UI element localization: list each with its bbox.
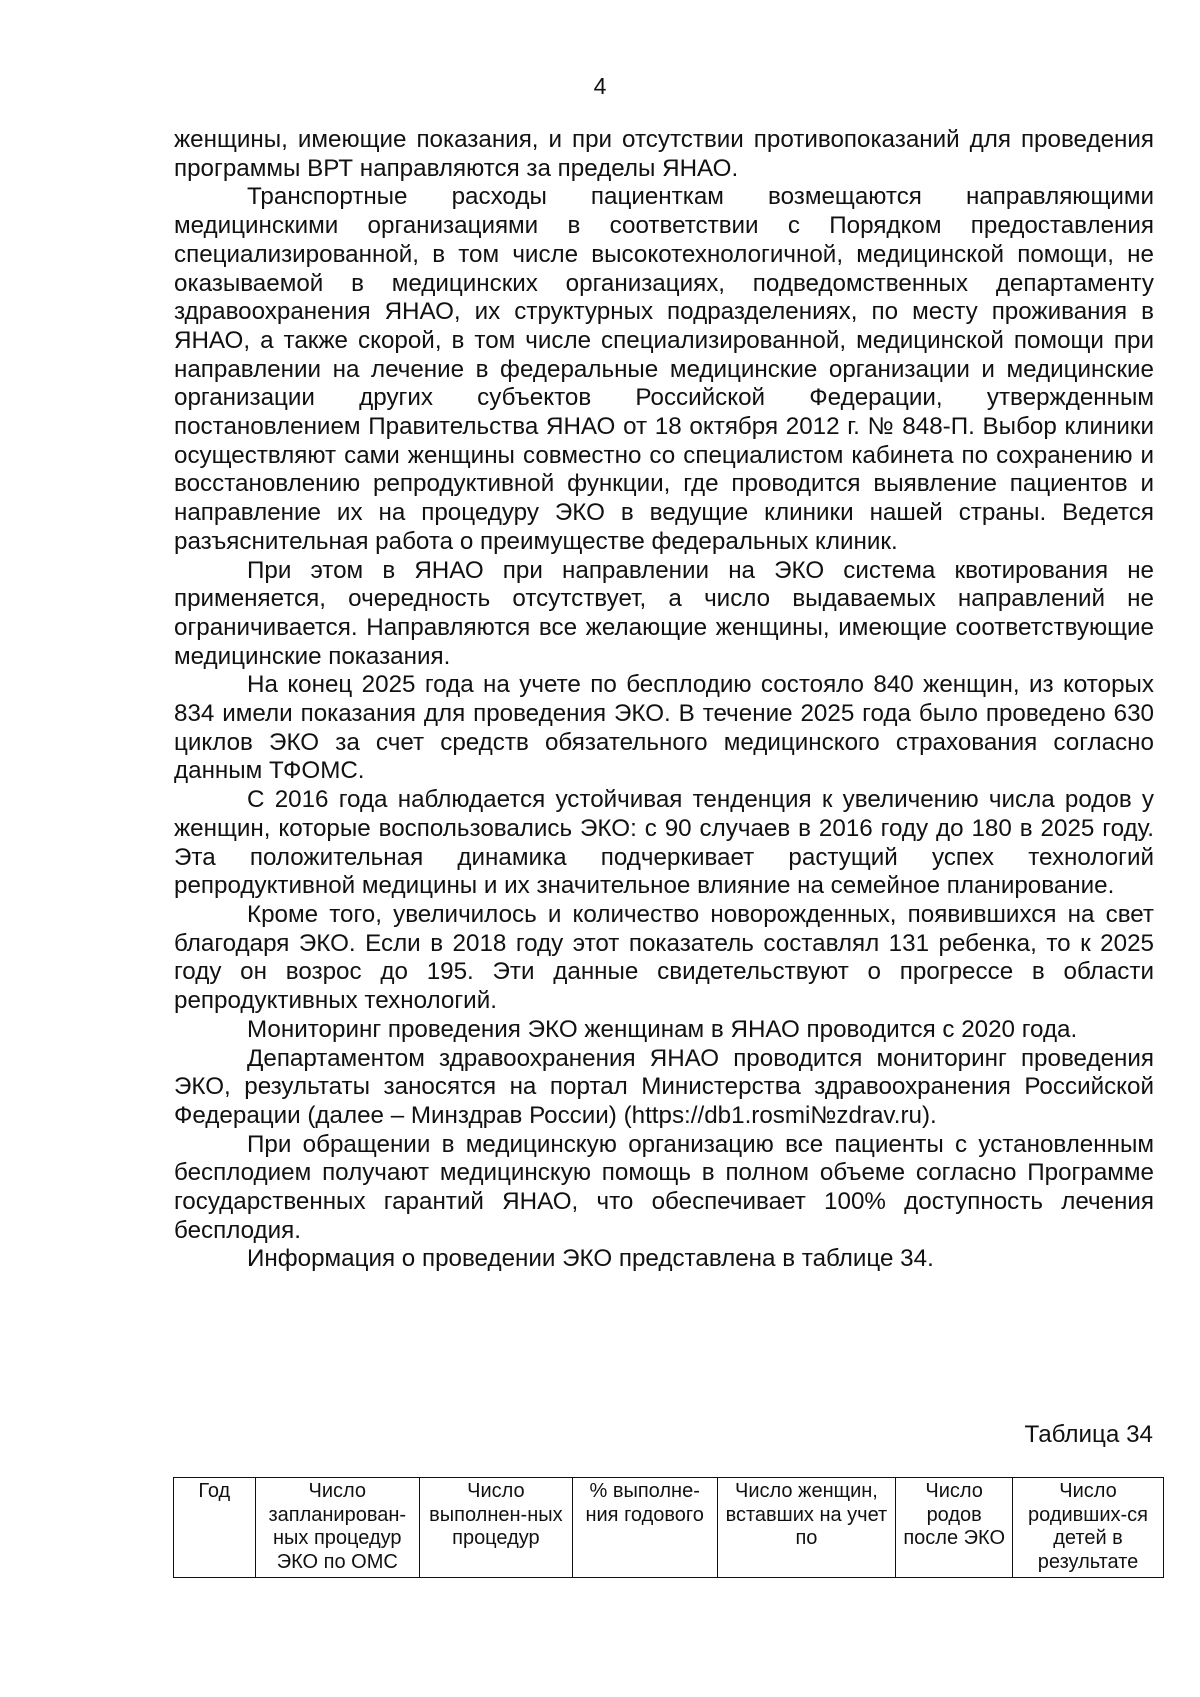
body-text (174, 126, 1154, 1274)
paragraph: Информация о проведении ЭКО представлена в таблице 34. (247, 1245, 934, 1273)
column-header-births: Число родов после ЭКО (896, 1478, 1013, 1578)
column-header-children-born: Число родивших-ся детей в результате (1013, 1478, 1164, 1578)
paragraph: Мониторинг проведения ЭКО женщинам в ЯНАО проводится с 2020 года. (247, 1015, 1078, 1043)
paragraph: При этом в ЯНАО при направлении на ЭКО система квотирования не применяется, очередность отсутствует, а число выдаваемых направлений не ограничивается. Направляются все желающие женщины, имеющие соответствующие медицинские показания. (174, 556, 1154, 670)
column-header-performed: Число выполнен-ных процедур (419, 1478, 572, 1578)
column-header-women-registered: Число женщин, вставших на учет по (717, 1478, 896, 1578)
table-header-row (174, 1478, 1164, 1578)
column-header-percent: % выполне-ния годового (572, 1478, 717, 1578)
page-number: 4 (593, 73, 607, 99)
data-table (173, 1477, 1164, 1578)
paragraph: Кроме того, увеличилось и количество новорожденных, появившихся на свет благодаря ЭКО. Если в 2018 году этот показатель составлял 131 ребенка, то к 2025 году он возрос до 195. Эти данные свидетельствуют о прогрессе в области репродуктивных технологий. (174, 900, 1154, 1015)
paragraph: С 2016 года наблюдается устойчивая тенденция к увеличению числа родов у женщин, которые воспользовались ЭКО: с 90 случаев в 2016 году до 180 в 2025 году. Эта положительная динамика подчеркивает растущий успех технологий репродуктивной медицины и их значительное влияние на семейное планирование. (174, 786, 1154, 900)
paragraph: Департаментом здравоохранения ЯНАО проводится мониторинг проведения ЭКО, результаты заносятся на портал Министерства здравоохранения Российской Федерации (далее – Минздрав России) (https://db1.rosmi№zdrav.ru). (174, 1044, 1154, 1129)
paragraph: женщины, имеющие показания, и при отсутствии противопоказаний для проведения программы ВРТ направляются за пределы ЯНАО. (174, 126, 1154, 182)
column-header-year: Год (174, 1478, 256, 1578)
column-header-planned: Число запланирован-ных процедур ЭКО по ОМС (255, 1478, 419, 1578)
table-caption: Таблица 34 (1024, 1421, 1153, 1448)
paragraph: Транспортные расходы пациенткам возмещаются направляющими медицинскими организациями в соответствии с Порядком предоставления специализированной, в том числе высокотехнологичной, медицинской помощи, не оказываемой в медицинских организациях, подведомственных департаменту здравоохранения ЯНАО, их структурных подразделениях, по месту проживания в ЯНАО, а также скорой, в том числе специализированной, медицинской помощи при направлении на лечение в федеральные медицинские организации и медицинские организации других субъектов Российской Федерации, утвержденным постановлением Правительства ЯНАО от 18 октября 2012 г. № 848-П. Выбор клиники осуществляют сами женщины совместно со специалистом кабинета по сохранению и восстановлению репродуктивной функции, где проводится выявление пациентов и направление их на процедуру ЭКО в ведущие клиники нашей страны. Ведется разъяснительная работа о преимуществе федеральных клиник. (174, 183, 1154, 555)
paragraph: На конец 2025 года на учете по бесплодию состояло 840 женщин, из которых 834 имели показания для проведения ЭКО. В течение 2025 года было проведено 630 циклов ЭКО за счет средств обязательного медицинского страхования согласно данным ТФОМС. (174, 671, 1154, 785)
paragraph: При обращении в медицинскую организацию все пациенты с установленным бесплодием получают медицинскую помощь в полном объеме согласно Программе государственных гарантий ЯНАО, что обеспечивает 100% доступность лечения бесплодия. (174, 1130, 1154, 1244)
